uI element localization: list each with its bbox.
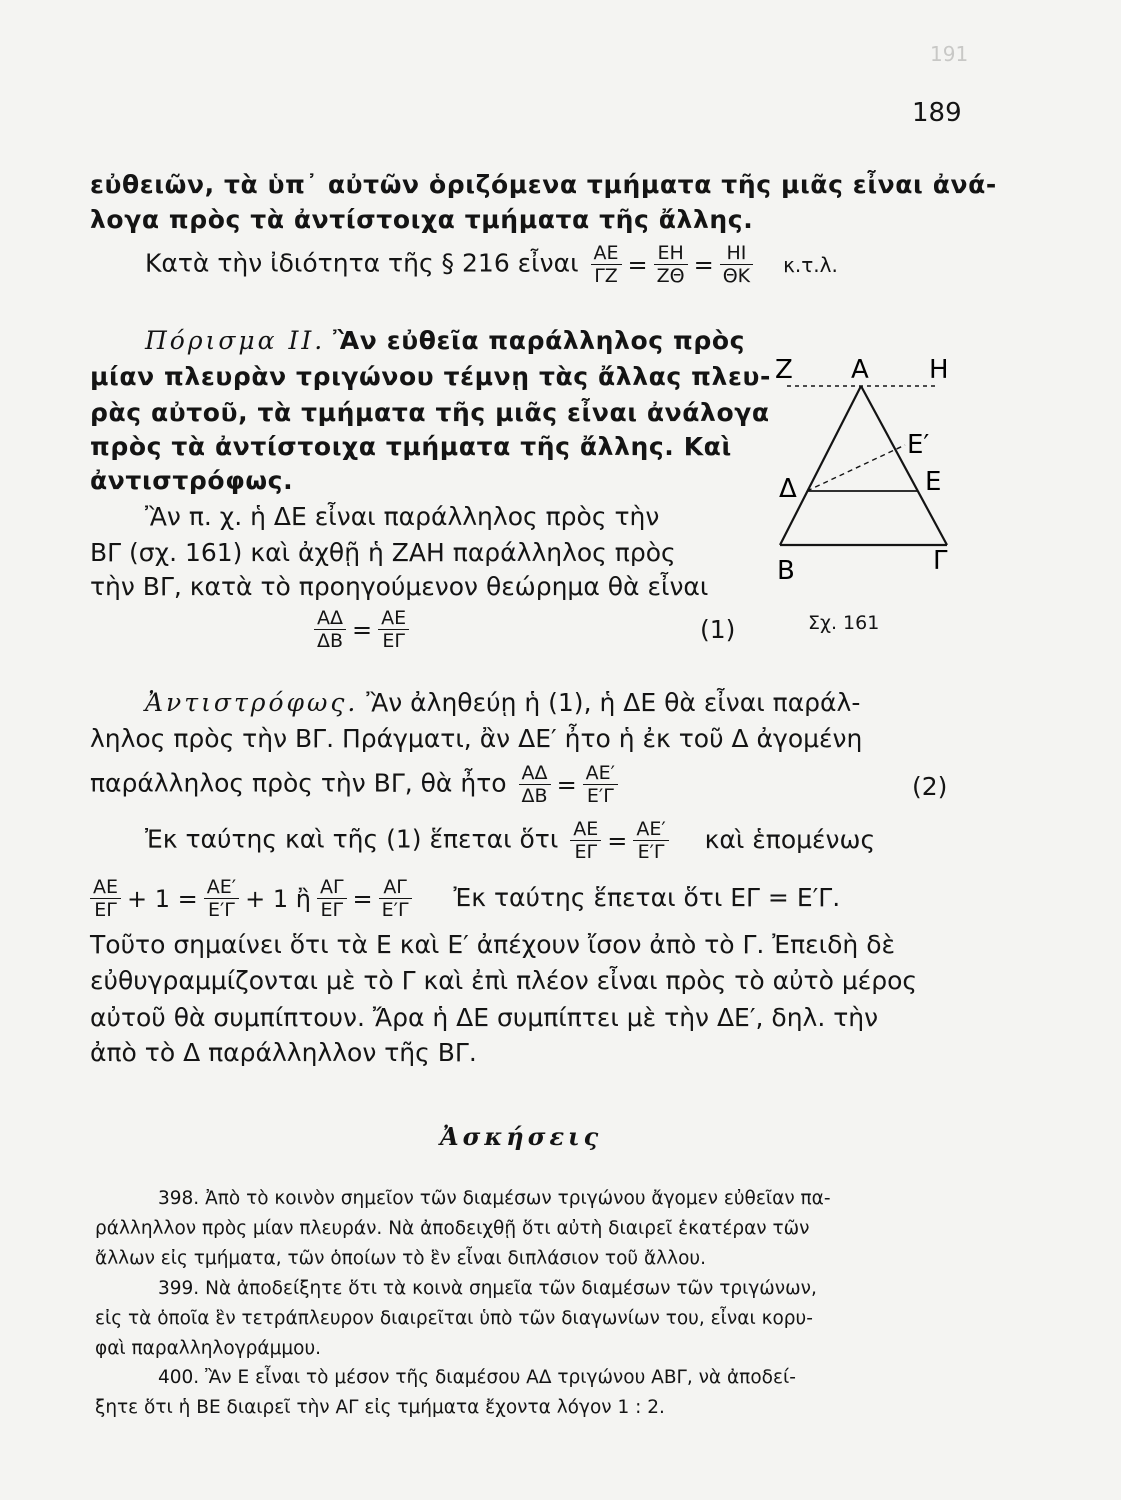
fraction-hi-thk: $\frac{HI}{\Theta K}$: [720, 242, 753, 287]
label-g: Γ: [933, 546, 948, 576]
label-e: Ε: [925, 467, 942, 497]
porisma-line-7: ΒΓ (σχ. 161) καὶ ἀχθῇ ἡ ΖΑΗ παράλληλος πρὸς: [90, 538, 676, 567]
porisma-line-6: Ἂν π. χ. ἡ ΔΕ εἶναι παράλληλος πρὸς τὴν: [145, 502, 660, 531]
exercise-400-line-1: 400. Ἂν Ε εἶναι τὸ μέσον τῆς διαμέσου ΑΔ τριγώνου ΑΒΓ, νὰ ἀποδεί-: [158, 1367, 796, 1388]
porisma-line-4: πρὸς τὰ ἀντίστοιχα τμήματα τῆς ἄλλης. Καὶ: [90, 432, 732, 461]
porisma-statement: Ἂν εὐθεῖα παράλληλος πρὸς: [333, 326, 746, 355]
label-b: Β: [777, 556, 795, 586]
intro-line-2: λογα πρὸς τὰ ἀντίστοιχα τμήματα τῆς ἄλλης.: [90, 205, 754, 234]
exercise-399-line-1: 399. Νὰ ἀποδείξητε ὅτι τὰ κοινὰ σημεῖα τῶν διαμέσων τῶν τριγώνων,: [158, 1278, 817, 1299]
side-ag: [861, 386, 947, 545]
label-z: Ζ: [775, 355, 793, 385]
porisma-line-3: ρὰς αὐτοῦ, τὰ τμήματα τῆς μιᾶς εἶναι ἀνάλογα: [90, 398, 770, 427]
exercise-399-line-3: φαὶ παραλληλογράμμου.: [95, 1338, 322, 1359]
fraction-ae-gz: $\frac{AE}{\Gamma Z}$: [591, 242, 622, 287]
porisma-line-2: μίαν πλευρὰν τριγώνου τέμνῃ τὰς ἄλλας πλευ-: [90, 362, 771, 391]
intro-line-1: εὐθειῶν, τὰ ὑπ᾿ αὐτῶν ὁριζόμενα τμήματα τῆς μιᾶς εἶναι ἀνά-: [90, 170, 997, 199]
antistrofos-line-4: Ἐκ ταύτης καὶ τῆς (1) ἕπεται ὅτι $\frac{AE}{E\Gamma}$ = $\frac{AE'}{E'\Gamma}$ καὶ ἑπομένως: [145, 818, 876, 863]
line-de-prime: [807, 445, 905, 491]
figure-161: [765, 345, 975, 605]
porisma-line-1: [145, 326, 745, 356]
exercise-398-line-1: 398. Ἀπὸ τὸ κοινὸν σημεῖον τῶν διαμέσων τριγώνου ἄγομεν εὐθεῖαν πα-: [158, 1188, 831, 1209]
antistrofos-line-1: Ἀντιστρόφως. Ἂν ἀληθεύῃ ἡ (1), ἡ ΔΕ θὰ εἶναι παράλ-: [145, 688, 861, 717]
equation-2-tag: (2): [912, 772, 948, 801]
figure-caption: Σχ. 161: [808, 612, 880, 634]
porisma-line-8: τὴν ΒΓ, κατὰ τὸ προηγούμενον θεώρημα θὰ εἶναι: [90, 572, 709, 601]
exercise-399-line-2: εἰς τὰ ὁποῖα ἓν τετράπλευρον διαιρεῖται ὑπὸ τῶν διαγωνίων του, εἶναι κορυ-: [95, 1308, 813, 1329]
antistrofos-line-2: ληλος πρὸς τὴν ΒΓ. Πράγματι, ἂν ΔΕ′ ἦτο ἡ ἐκ τοῦ Δ ἀγομένη: [90, 724, 863, 753]
antistrofos-line-9: ἀπὸ τὸ Δ παράλληλλον τῆς ΒΓ.: [90, 1038, 477, 1067]
equation-1: $\frac{A\Delta}{\Delta B}$ = $\frac{AE}{E\Gamma}$: [310, 607, 413, 652]
label-a: Α: [851, 355, 869, 385]
label-delta: Δ: [779, 474, 797, 504]
corner-mark: 191: [930, 42, 969, 66]
antistrofos-line-3: παράλληλος πρὸς τὴν ΒΓ, θὰ ἦτο $\frac{A\Delta}{\Delta B}$ = $\frac{AE'}{E'\Gamma}$: [90, 762, 622, 807]
exercise-398-line-2: ράλληλλον πρὸς μίαν πλευράν. Νὰ ἀποδειχθῇ ὅτι αὐτὴ διαιρεῖ ἑκατέραν τῶν: [95, 1218, 810, 1239]
antistrofos-line-7: εὐθυγραμμίζονται μὲ τὸ Γ καὶ ἐπὶ πλέον εἶναι πρὸς τὸ αὐτὸ μέρος: [90, 966, 918, 995]
ktl-text: κ.τ.λ.: [783, 252, 838, 277]
porisma-label: Πόρισμα ΙΙ.: [145, 326, 326, 355]
exercises-heading: Ἀσκήσεις: [440, 1122, 603, 1151]
page-number: 189: [912, 98, 962, 128]
exercise-400-line-2: ξητε ὅτι ἡ ΒΕ διαιρεῖ τὴν ΑΓ εἰς τμήματα ἔχοντα λόγον 1 : 2.: [95, 1397, 665, 1418]
antistrofos-line-8: αὐτοῦ θὰ συμπίπτουν. Ἄρα ἡ ΔΕ συμπίπτει μὲ τὴν ΔΕ′, δηλ. τὴν: [90, 1003, 879, 1032]
fraction-eh-zth: $\frac{EH}{Z\Theta}$: [654, 242, 688, 287]
intro-line-3: Κατὰ τὴν ἰδιότητα τῆς § 216 εἶναι $\frac{AE}{\Gamma Z}$ = $\frac{EH}{Z\Theta}$ = $\frac{HI}{\Theta K}$ κ.τ.λ.: [145, 242, 838, 287]
intro-text: Κατὰ τὴν ἰδιότητα τῆς § 216 εἶναι: [145, 248, 579, 278]
exercise-398-line-3: ἄλλων εἰς τμήματα, τῶν ὁποίων τὸ ἓν εἶναι διπλάσιον τοῦ ἄλλου.: [95, 1248, 706, 1269]
label-e-prime: Ε′: [907, 430, 930, 460]
antistrofos-line-5: $\frac{AE}{E\Gamma}$ + 1 = $\frac{AE'}{E'\Gamma}$ + 1 ἢ $\frac{A\Gamma}{E\Gamma}$ = $\frac{A\Gamma}{E'\Gamma}$ Ἐκ ταύτης ἕπεται ὅτι ΕΓ = Ε′Γ.: [90, 876, 840, 921]
label-h: Η: [929, 355, 949, 385]
porisma-line-5: ἀντιστρόφως.: [90, 466, 294, 495]
side-ab: [780, 386, 861, 545]
antistrofos-label: Ἀντιστρόφως.: [145, 688, 359, 717]
antistrofos-line-6: Τοῦτο σημαίνει ὅτι τὰ Ε καὶ Ε′ ἀπέχουν ἴσον ἀπὸ τὸ Γ. Ἐπειδὴ δὲ: [90, 930, 896, 959]
equation-1-tag: (1): [700, 615, 736, 644]
